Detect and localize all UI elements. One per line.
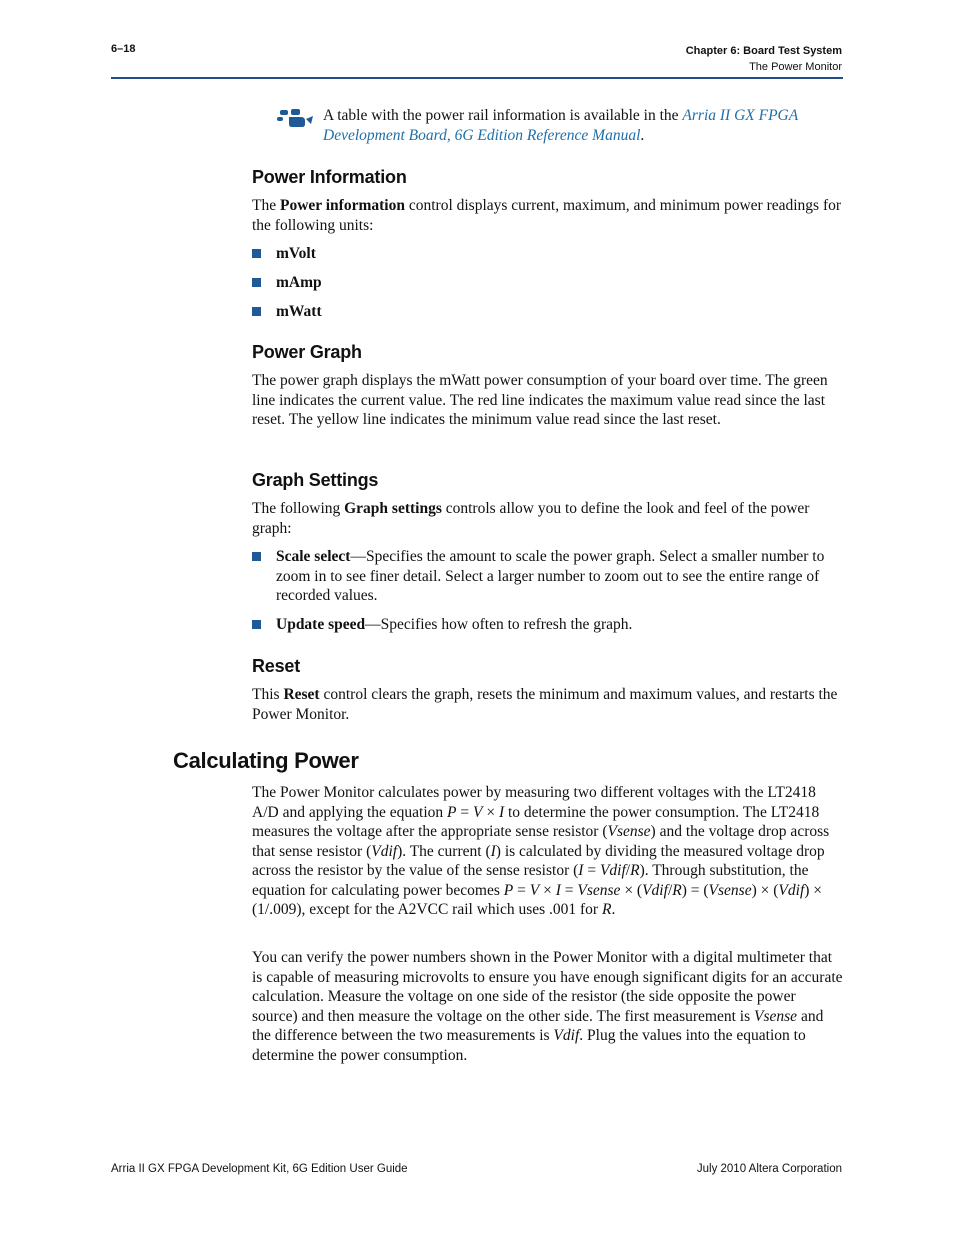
text-run: You can verify the power numbers shown in the Power Monitor with a digital multimeter that is capable of measuring microvolts to ensure you have enough significant digits for an accurate calculation. Measure the voltage on one side of the resistor (the side opposite the power source) and then measure the voltage on the other side. The first measurement is <box>252 949 843 1025</box>
calculating-power-paragraph-2 <box>252 948 844 1065</box>
bullet-square-icon <box>252 620 261 629</box>
power-graph-paragraph: The power graph displays the mWatt power consumption of your board over time. The green line indicates the current value. The red line indicates the maximum value read since the last reset. The yellow line indicates the minimum value read since the last reset. <box>252 372 828 428</box>
list-item-text: mAmp <box>276 274 322 291</box>
variable: R <box>630 862 640 879</box>
list-item-text <box>276 547 842 606</box>
variable: Vdif <box>778 881 805 899</box>
text-run: . <box>611 901 616 918</box>
text-run: ) = ( <box>681 881 709 899</box>
bold-term: Scale select <box>276 548 351 565</box>
power-information-paragraph <box>252 196 844 235</box>
heading-calculating-power: Calculating Power <box>173 748 359 773</box>
bullet-square-icon <box>252 552 261 561</box>
text-run: = <box>560 881 578 899</box>
text-run: control displays current, maximum, and minimum power readings for the following units: <box>252 197 842 234</box>
text-run: = <box>583 862 600 879</box>
variable: I <box>498 803 505 821</box>
variable: I <box>578 862 584 879</box>
page-number: 6–18 <box>111 43 136 55</box>
bullet-square-icon <box>252 307 261 316</box>
text-run: The Power Monitor calculates power by measuring two different voltages with the LT2418 A/D and applying the equation <box>252 784 816 821</box>
text-run: This <box>252 686 284 703</box>
variable: Vsense <box>577 881 621 899</box>
text-run: ) × (1/.009), except for the A2VCC rail which uses .001 for <box>252 881 823 918</box>
text-run: ) × ( <box>751 881 779 899</box>
reset-paragraph <box>252 685 844 724</box>
variable: R <box>601 901 612 918</box>
text-run: / <box>667 881 673 899</box>
variable: Vdif <box>371 842 398 860</box>
calculating-power-paragraph-1 <box>252 783 844 920</box>
note-text <box>323 106 843 146</box>
variable: I <box>555 881 561 899</box>
list-item-text <box>276 615 842 635</box>
text-run: ) and the voltage drop across that sense resistor ( <box>252 823 830 860</box>
text-run: control clears the graph, resets the minimum and maximum values, and restarts the Power Monitor. <box>252 686 838 723</box>
text-run: ) is calculated by dividing the measured voltage drop across the resistor by the value of the sense resistor ( <box>252 842 825 879</box>
heading-reset: Reset <box>252 656 301 676</box>
text-run: × ( <box>620 881 643 899</box>
variable: Vdif <box>553 1027 580 1044</box>
heading-graph-settings: Graph Settings <box>252 470 379 490</box>
heading-power-graph: Power Graph <box>252 342 362 362</box>
header-rule <box>111 77 843 79</box>
text-run: ). Through substitution, the equation for calculating power becomes <box>252 862 809 899</box>
variable: Vdif <box>642 881 668 899</box>
text-run: = <box>456 803 473 821</box>
variable: Vdif <box>599 862 626 879</box>
text-run: controls allow you to define the look and feel of the power graph: <box>252 500 810 537</box>
heading-power-information: Power Information <box>252 167 407 187</box>
bold-term: Update speed <box>276 616 366 633</box>
text-run: —Specifies the amount to scale the power graph. Select a smaller number to zoom in to see finer detail. Select a larger number to zoom out to see the entire range of recorded values. <box>276 548 825 604</box>
footer-document-title: Arria II GX FPGA Development Kit, 6G Edition User Guide <box>111 1163 408 1175</box>
variable: P <box>447 803 457 821</box>
bullet-square-icon <box>252 249 261 258</box>
running-header <box>686 43 842 75</box>
text-run: —Specifies how often to refresh the graph. <box>365 616 633 633</box>
footer-date-company: July 2010 Altera Corporation <box>696 1163 842 1175</box>
variable: Vsense <box>607 823 651 840</box>
graph-settings-paragraph <box>252 499 844 538</box>
note-text-lead: A table with the power rail information is available in the <box>323 107 683 124</box>
bold-term: Power information <box>279 197 405 214</box>
bold-term: Reset <box>283 686 320 703</box>
text-run: The following <box>252 500 345 517</box>
text-run: and the difference between the two measurements is <box>252 1007 824 1044</box>
variable: P <box>503 881 514 899</box>
bullet-square-icon <box>252 278 261 287</box>
variable: I <box>490 842 496 860</box>
text-run: × <box>539 881 556 899</box>
chapter-title: Chapter 6: Board Test System <box>685 45 842 57</box>
text-run: to determine the power consumption. The LT2418 measures the voltage after the appropriate sense resistor ( <box>252 803 820 840</box>
text-run: ). The current ( <box>397 842 491 860</box>
bold-term: Graph settings <box>344 500 442 517</box>
note-text-end: . <box>640 127 645 144</box>
variable: V <box>472 803 483 821</box>
section-title: The Power Monitor <box>749 61 842 73</box>
text-run: The <box>252 197 280 214</box>
text-run: . Plug the values into the equation to determine the power consumption. <box>252 1027 806 1064</box>
reference-manual-link[interactable]: Arria II GX FPGA Development Board, 6G Edition Reference Manual <box>323 107 798 144</box>
variable: Vsense <box>708 881 752 899</box>
note-hand-icon <box>275 108 315 128</box>
variable: R <box>672 881 682 899</box>
list-item-text: mWatt <box>276 303 322 320</box>
list-item-text: mVolt <box>276 245 316 262</box>
variable: Vsense <box>754 1007 798 1025</box>
text-run: / <box>625 862 631 879</box>
text-run: = <box>513 881 530 899</box>
variable: V <box>529 881 540 899</box>
text-run: × <box>482 803 499 821</box>
